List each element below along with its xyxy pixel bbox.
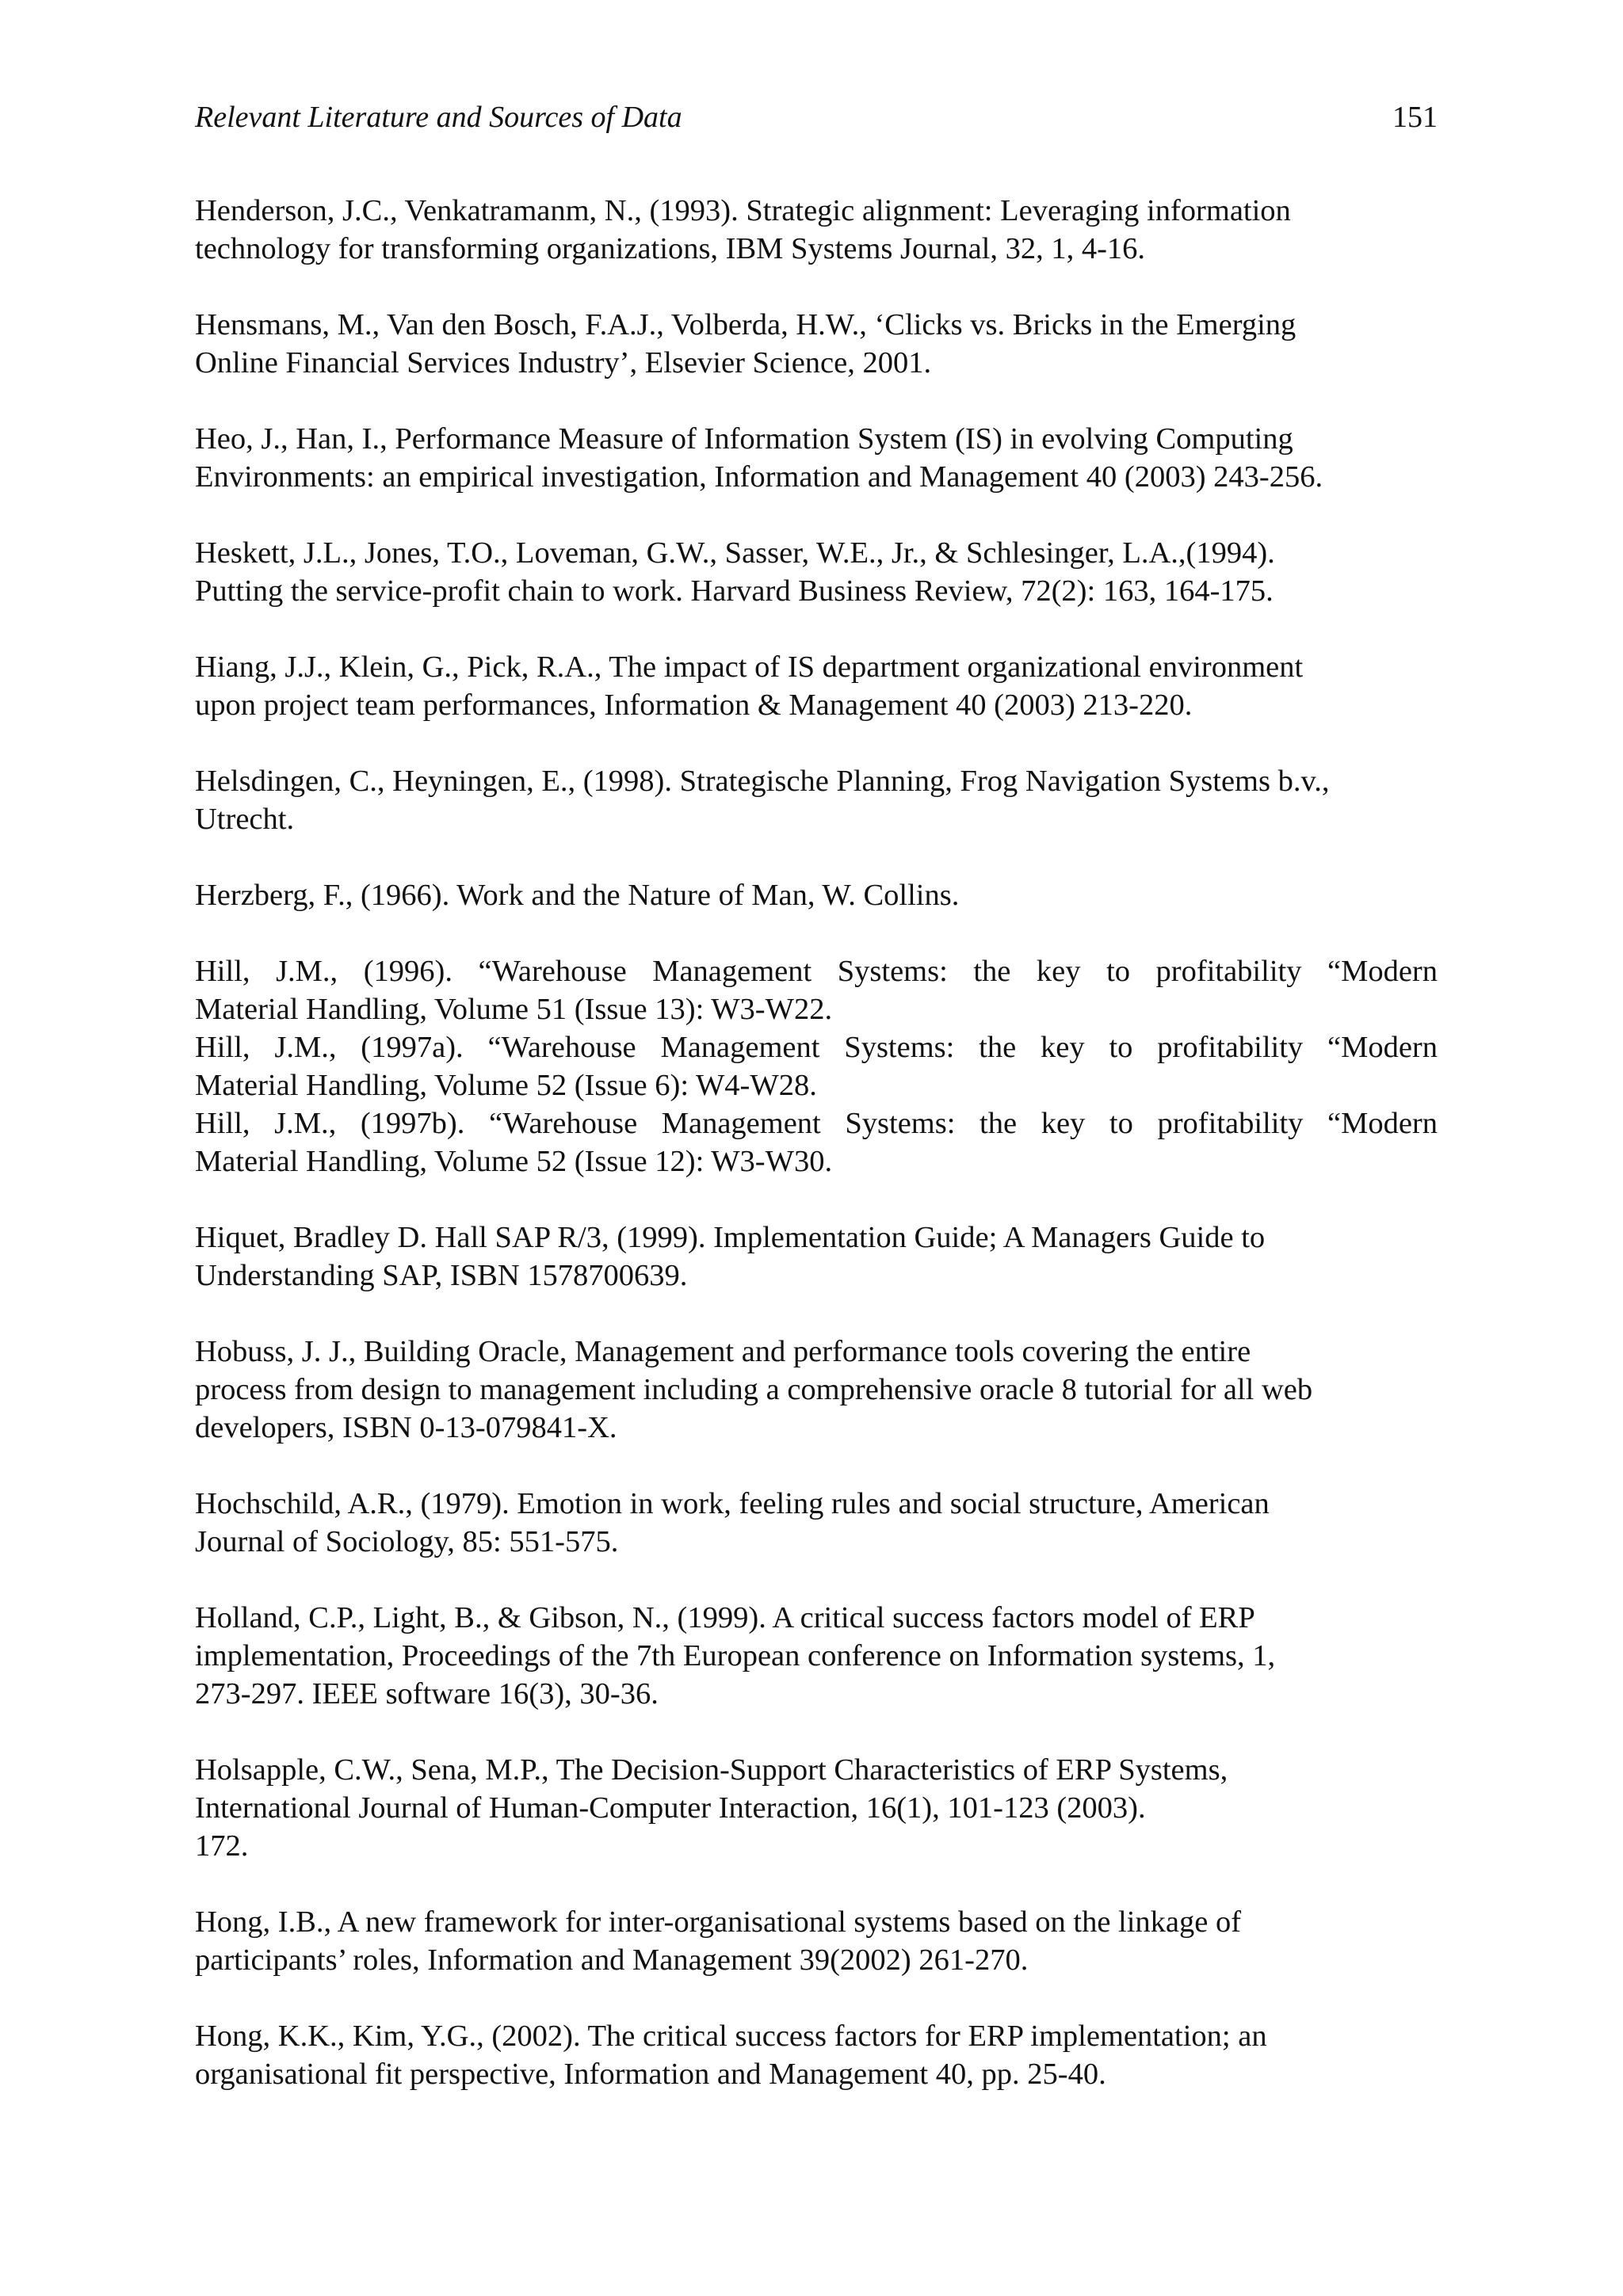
reference-henderson [195,192,1438,268]
reference-line: process from design to management including a comprehensive oracle 8 tutorial for all web [195,1373,1313,1406]
document-page [195,93,1438,2091]
reference-hochschild [195,1485,1438,1561]
reference-hill-group [195,952,1438,1180]
reference-line: technology for transforming organizations, IBM Systems Journal, 32, 1, 4-16. [195,232,1146,265]
reference-helsdingen [195,762,1438,838]
reference-line: Hong, I.B., A new framework for inter-organisational systems based on the linkage of [195,1905,1242,1939]
reference-heo [195,420,1438,496]
reference-herzberg [195,876,1438,914]
reference-line: Hensmans, M., Van den Bosch, F.A.J., Volberda, H.W., ‘Clicks vs. Bricks in the Emerging [195,308,1296,341]
reference-hong-kk [195,2017,1438,2093]
reference-line: Holsapple, C.W., Sena, M.P., The Decision-Support Characteristics of ERP Systems, [195,1753,1228,1787]
reference-hensmans [195,306,1438,382]
reference-line: 172. [195,1829,249,1863]
reference-line: Hiang, J.J., Klein, G., Pick, R.A., The impact of IS department organizational environment [195,650,1304,684]
reference-line: Hong, K.K., Kim, Y.G., (2002). The critical success factors for ERP implementation; an [195,2019,1267,2053]
reference-line: implementation, Proceedings of the 7th European conference on Information systems, 1, [195,1639,1276,1672]
reference-holland [195,1599,1438,1713]
reference-line: Henderson, J.C., Venkatramanm, N., (1993). Strategic alignment: Leveraging information [195,194,1291,227]
reference-line: Putting the service-profit chain to work. Harvard Business Review, 72(2): 163, 164-175. [195,574,1274,608]
reference-line: Hill, J.M., (1997b). “Warehouse Management Systems: the key to profitability “Modern [195,1107,1438,1140]
reference-line: Hiquet, Bradley D. Hall SAP R/3, (1999). Implementation Guide; A Managers Guide to [195,1221,1266,1254]
reference-line: upon project team performances, Information & Management 40 (2003) 213-220. [195,688,1193,722]
reference-line: Herzberg, F., (1966). Work and the Nature of Man, W. Collins. [195,879,960,912]
reference-line: Heo, J., Han, I., Performance Measure of Information System (IS) in evolving Computing [195,422,1293,456]
reference-line: organisational fit perspective, Information and Management 40, pp. 25-40. [195,2058,1106,2091]
reference-hong-ib [195,1903,1438,1979]
reference-line: participants’ roles, Information and Management 39(2002) 261-270. [195,1943,1029,1977]
reference-line: Material Handling, Volume 51 (Issue 13): W3-W22. [195,993,833,1026]
reference-line: Understanding SAP, ISBN 1578700639. [195,1259,688,1292]
reference-heskett [195,534,1438,610]
reference-line: Heskett, J.L., Jones, T.O., Loveman, G.W., Sasser, W.E., Jr., & Schlesinger, L.A.,(1994). [195,536,1275,570]
running-title: Relevant Literature and Sources of Data [195,101,682,134]
reference-line: Material Handling, Volume 52 (Issue 12): W3-W30. [195,1145,833,1178]
reference-line: Hill, J.M., (1996). “Warehouse Management Systems: the key to profitability “Modern [195,955,1438,988]
reference-line: Hochschild, A.R., (1979). Emotion in work, feeling rules and social structure, American [195,1487,1270,1520]
reference-line: 273-297. IEEE software 16(3), 30-36. [195,1677,659,1711]
reference-line: Hill, J.M., (1997a). “Warehouse Management Systems: the key to profitability “Modern [195,1031,1438,1064]
reference-line: Utrecht. [195,803,295,836]
running-header [195,93,1438,141]
reference-holsapple [195,1751,1438,1865]
reference-line: International Journal of Human-Computer Interaction, 16(1), 101-123 (2003). [195,1791,1146,1825]
reference-hobuss [195,1333,1438,1447]
reference-hill-1997a [195,1028,1438,1104]
reference-line: Holland, C.P., Light, B., & Gibson, N., (1999). A critical success factors model of ERP [195,1601,1255,1634]
reference-hill-1997b [195,1104,1438,1180]
reference-line: Material Handling, Volume 52 (Issue 6): W4-W28. [195,1069,817,1102]
reference-line: developers, ISBN 0-13-079841-X. [195,1411,617,1444]
page-number: 151 [1392,101,1438,134]
reference-list [195,192,1438,2093]
reference-line: Online Financial Services Industry’, Elsevier Science, 2001. [195,346,932,379]
reference-line: Hobuss, J. J., Building Oracle, Management and performance tools covering the entire [195,1335,1251,1368]
reference-line: Environments: an empirical investigation, Information and Management 40 (2003) 243-256. [195,460,1323,494]
reference-hiang [195,648,1438,724]
reference-line: Journal of Sociology, 85: 551-575. [195,1525,619,1558]
reference-hiquet [195,1219,1438,1295]
reference-line: Helsdingen, C., Heyningen, E., (1998). Strategische Planning, Frog Navigation Systems b.v., [195,765,1330,798]
reference-hill-1996 [195,952,1438,1028]
